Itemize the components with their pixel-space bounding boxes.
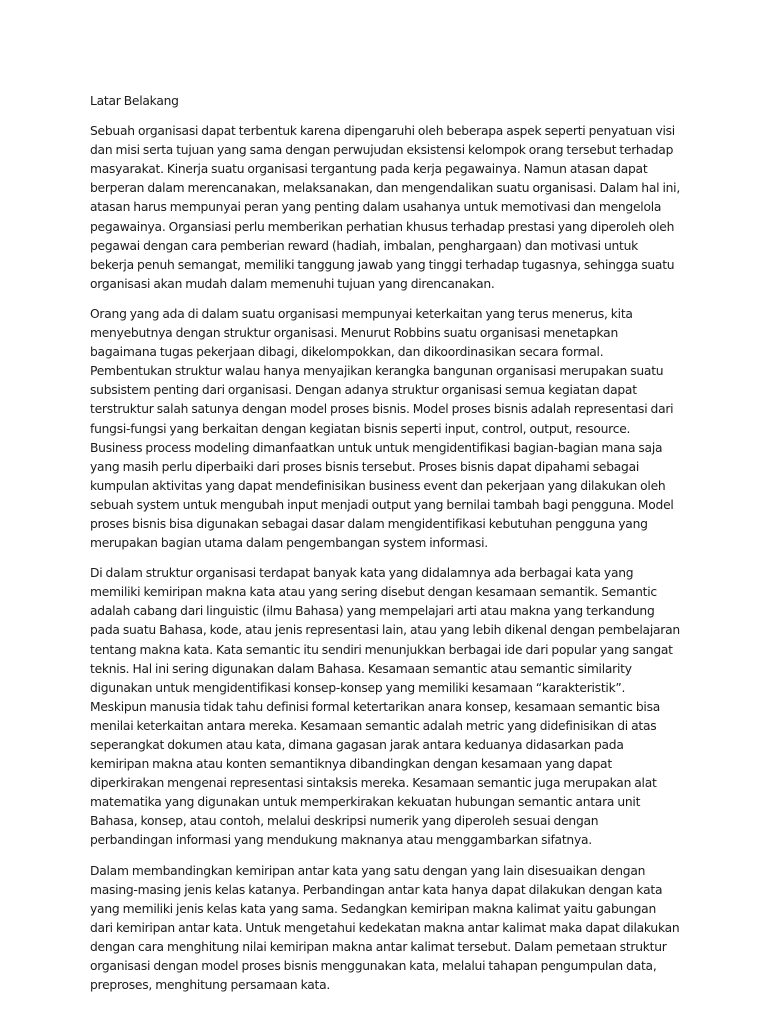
- paragraph-1: Sebuah organisasi dapat terbentuk karena dipengaruhi oleh beberapa aspek seperti penyatuan visi dan misi serta tujuan yang sama dengan perwujudan eksistensi kelompok orang tersebut terhadap masyarakat. Kinerja suatu organisasi tergantung pada kerja pegawainya. Namun atasan dapat berperan dalam merencanakan, melaksanakan, dan mengendalikan suatu organisasi. Dalam hal ini, atasan harus mempunyai peran yang penting dalam usahanya untuk memotivasi dan mengelola pegawainya. Organsiasi perlu memberikan perhatian khusus terhadap prestasi yang diperoleh oleh pegawai dengan cara pemberian reward (hadiah, imbalan, penghargaan) dan motivasi untuk bekerja penuh semangat, memiliki tanggung jawab yang tinggi terhadap tugasnya, sehingga suatu organisasi akan mudah dalam memenuhi tujuan yang direncanakan.: [90, 124, 680, 291]
- paragraph-4: Dalam membandingkan kemiripan antar kata yang satu dengan yang lain disesuaikan dengan masing-masing jenis kelas katanya. Perbandingan antar kata hanya dapat dilakukan dengan kata yang memiliki jenis kelas kata yang sama. Sedangkan kemiripan makna kalimat yaitu gabungan dari kemiripan antar kata. Untuk mengetahui kedekatan makna antar kalimat maka dapat dilakukan dengan cara menghitung nilai kemiripan makna antar kalimat tersebut. Dalam pemetaan struktur organisasi dengan model proses bisnis menggunakan kata, melalui tahapan pengumpulan data, preproses, menghitung persamaan kata.: [90, 863, 680, 993]
- paragraph-2: Orang yang ada di dalam suatu organisasi mempunyai keterkaitan yang terus menerus, kita menyebutnya dengan struktur organisasi. Menurut Robbins suatu organisasi menetapkan bagaimana tugas pekerjaan dibagi, dikelompokkan, dan dikoordinasikan secara formal. Pembentukan struktur walau hanya menyajikan kerangka bangunan organisasi merupakan suatu subsistem penting dari organisasi. Dengan adanya struktur organisasi semua kegiatan dapat terstruktur salah satunya dengan model proses bisnis. Model proses bisnis adalah representasi dari fungsi-fungsi yang berkaitan dengan kegiatan bisnis seperti input, control, output, resource. Business process modeling dimanfaatkan untuk untuk mengidentifikasi bagian-bagian mana saja yang masih perlu diperbaiki dari proses bisnis tersebut. Proses bisnis dapat dipahami sebagai kumpulan aktivitas yang dapat mendefinisikan business event dan pekerjaan yang dilakukan oleh sebuah system untuk mengubah input menjadi output yang bernilai tambah bagi pengguna. Model proses bisnis bisa digunakan sebagai dasar dalam mengidentifikasi kebutuhan pengguna yang merupakan bagian utama dalam pengembangan system informasi.: [90, 306, 674, 551]
- section-heading: Latar Belakang: [90, 94, 179, 108]
- document-page: [90, 92, 680, 1006]
- paragraph-3: Di dalam struktur organisasi terdapat banyak kata yang didalamnya ada berbagai kata yang memiliki kemiripan makna kata atau yang sering disebut dengan kesamaan semantik. Semantic adalah cabang dari linguistic (ilmu Bahasa) yang mempelajari arti atau makna yang terkandung pada suatu Bahasa, kode, atau jenis representasi lain, atau yang lebih dikenal dengan pembelajaran tentang makna kata. Kata semantic itu sendiri menunjukkan berbagai ide dari popular yang sangat teknis. Hal ini sering digunakan dalam Bahasa. Kesamaan semantic atau semantic similarity digunakan untuk mengidentifikasi konsep-konsep yang memiliki kesamaan “karakteristik”. Meskipun manusia tidak tahu definisi formal ketertarikan anara konsep, kesamaan semantic bisa menilai keterkaitan antara mereka. Kesamaan semantic adalah metric yang didefinisikan di atas seperangkat dokumen atau kata, dimana gagasan jarak antara keduanya didasarkan pada kemiripan makna atau konten semantiknya dibandingkan dengan kesamaan yang dapat diperkirakan mengenai representasi sintaksis mereka. Kesamaan semantic juga merupakan alat matematika yang digunakan untuk memperkirakan kekuatan hubungan semantic antara unit Bahasa, konsep, atau contoh, melalui deskripsi numerik yang diperoleh sesuai dengan perbandingan informasi yang mendukung maknanya atau menggambarkan sifatnya.: [90, 566, 680, 848]
